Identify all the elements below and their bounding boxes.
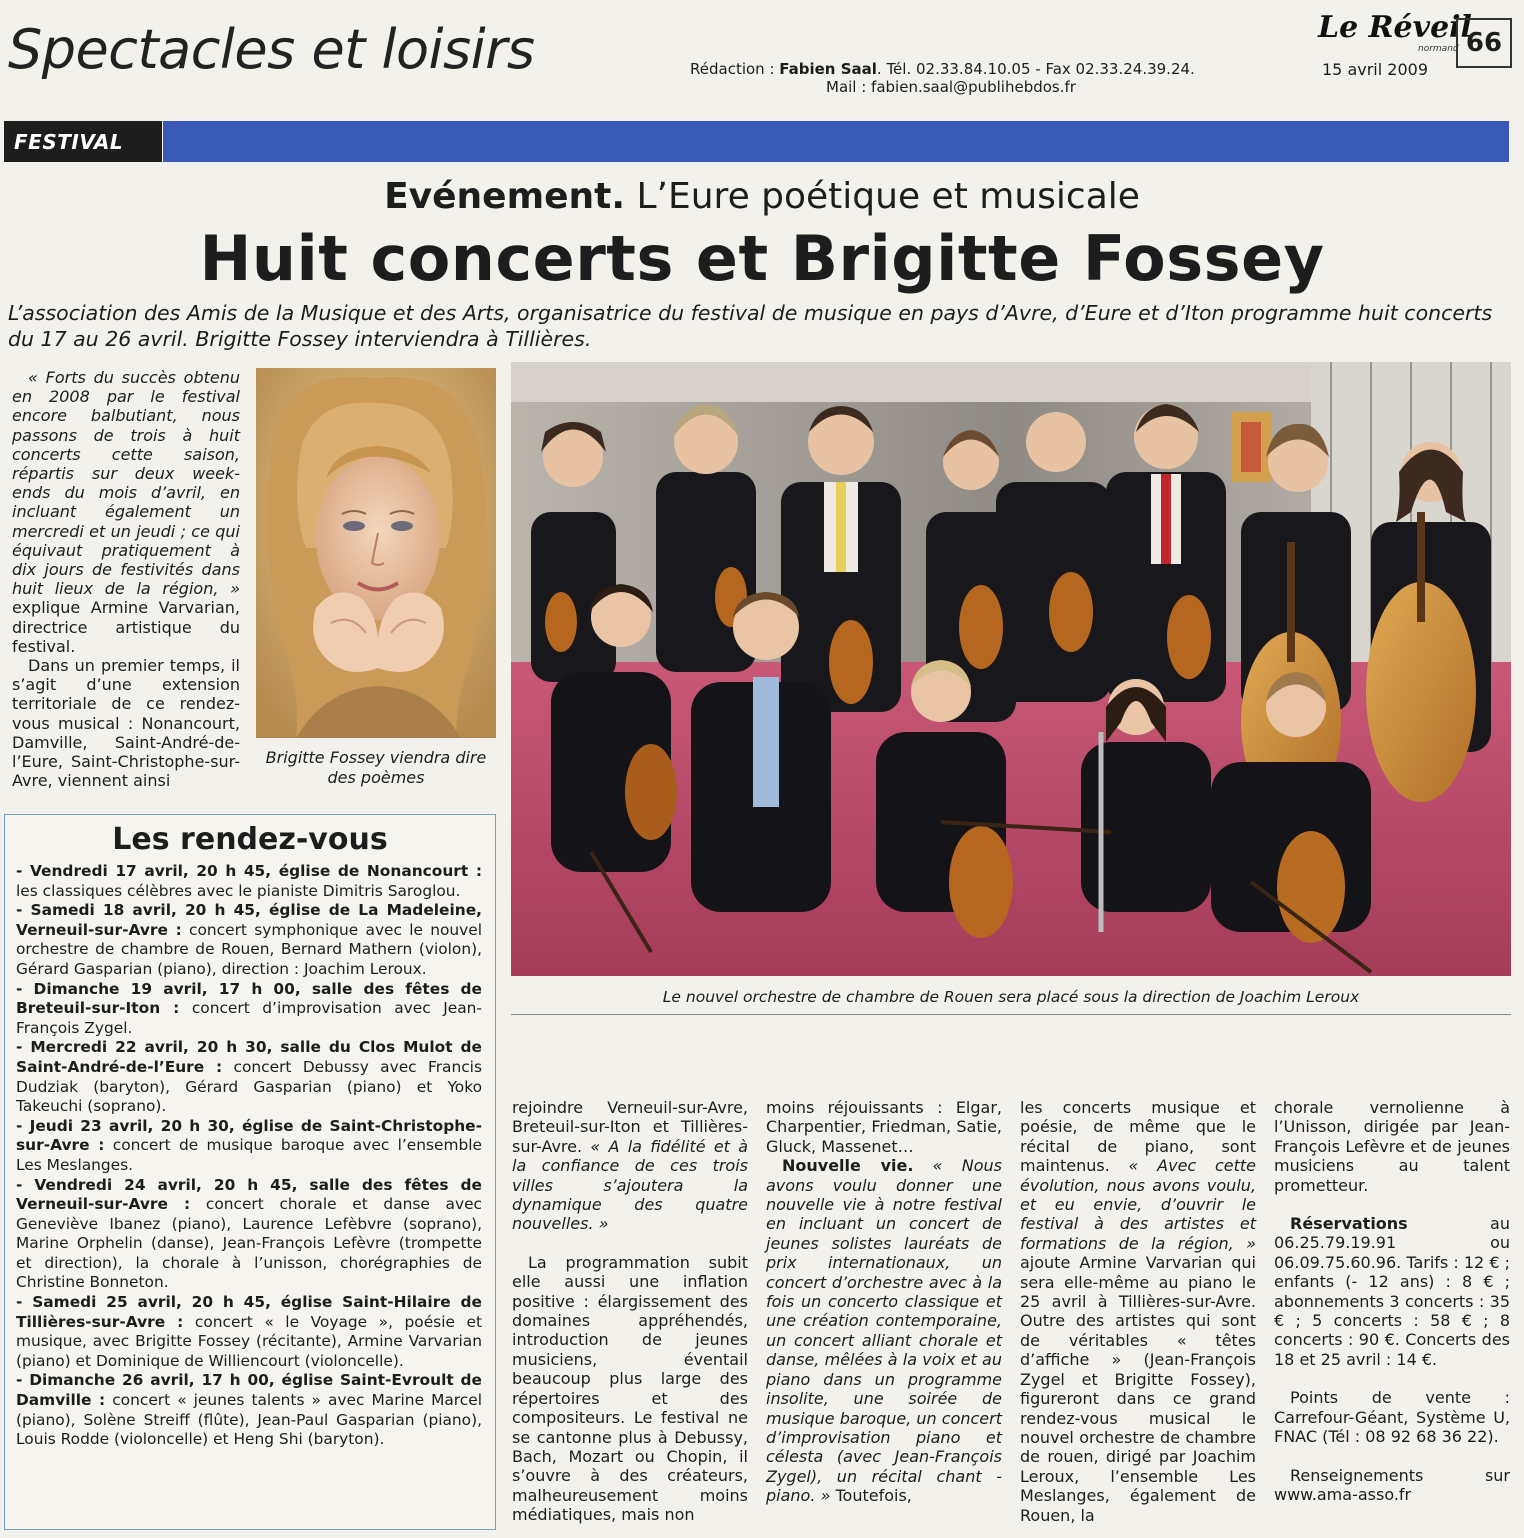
article-lede: L’association des Amis de la Musique et des Arts, organisatrice du festival de musique en pays d’Avre, d’Eure et d’Iton programme huit concerts du 17 au 26 avril. Brigitte Fossey interviendra à Tillières.	[8, 301, 1493, 351]
paragraph-text: ajoute Armine Varvarian qui sera elle-même au piano le 25 avril à Tillières-sur-Avre. Outre des artistes qui sont de véritables « têtes d’affiche » (Jean-François Zygel et Brigitte Fossey), figureront dans ce grand rendez-vous musical le nouvel orchestre de chambre de rouen, dirigé par Joachim Leroux, l’ensemble Les Meslanges, également de Rouen, la	[1020, 1253, 1256, 1525]
portrait-image	[256, 368, 496, 738]
article-column-2	[766, 1098, 1002, 1506]
newspaper-logo-subtitle: normand	[1418, 44, 1459, 54]
rendezvous-list	[16, 862, 482, 1450]
event-description: concert symphonique avec le nouvel orchestre de chambre de Rouen, Bernard Mathern (violon), Gérard Gasparian (piano), direction : Joachim Leroux.	[16, 920, 483, 978]
event-description: concert chorale et danse avec Geneviève Ibanez (piano), Laurence Lefèbvre (soprano), Marine Orphelin (danse), Jean-François Lefèvre (trompette et direction), la chorale à l’unisson, chorégraphies de Christine Bonneton.	[16, 1195, 482, 1292]
subheading: Nouvelle vie.	[782, 1156, 914, 1176]
event-heading: - Vendredi 17 avril, 20 h 45, église de Nonancourt :	[16, 862, 482, 880]
article-headline: Huit concerts et Brigitte Fossey	[199, 222, 1325, 295]
editorial-mail: Mail : fabien.saal@publihebdos.fr	[826, 78, 1076, 96]
list-item	[16, 1176, 482, 1294]
contact-phone-fax: . Tél. 02.33.84.10.05 - Fax 02.33.24.39.24.	[876, 60, 1195, 78]
article-kicker	[0, 176, 1524, 217]
section-title: Spectacles et loisirs	[8, 18, 535, 81]
subheading: Réservations	[1290, 1214, 1408, 1234]
intro-paragraph-2: Dans un premier temps, il s’agit d’une extension territoriale de ce rendez-vous musical : Nonancourt, Damville, Saint-André-de-l’Eure, Saint-Christophe-sur-Avre, viennent ainsi	[12, 656, 240, 791]
list-item	[16, 1117, 482, 1176]
event-description: concert « jeunes talents » avec Marine Marcel (piano), Solène Streiff (flûte), Jean-Paul Gasparian (piano), Louis Rodde (violoncelle) et Heng Shi (baryton).	[16, 1391, 482, 1449]
kicker-bold: Evénement.	[384, 176, 626, 217]
event-heading: - Mercredi 22 avril, 20 h 30, salle du Clos Mulot de Saint-André-de-l’Eure :	[16, 1038, 482, 1076]
kicker-text: L’Eure poétique et musicale	[625, 176, 1140, 217]
intro-column	[12, 368, 240, 790]
quote-text: « A la fidélité et à la confiance de ces trois villes s’ajoutera la dynamique des quatre nouvelles. »	[512, 1136, 749, 1234]
event-heading: - Dimanche 26 avril, 17 h 00, église Saint-Evroult de Damville :	[16, 1371, 482, 1410]
paragraph: moins réjouissants : Elgar, Charpentier, Friedman, Satie, Gluck, Massenet…	[766, 1098, 1002, 1156]
paragraph: chorale vernolienne à l’Unisson, dirigée par Jean-François Lefèvre et de jeunes musiciens au talent prometteur.	[1274, 1098, 1510, 1195]
article-column-4	[1274, 1098, 1510, 1504]
rubric-label: FESTIVAL	[4, 121, 162, 162]
paragraph	[512, 1098, 748, 1234]
paragraph	[1020, 1098, 1256, 1525]
reservations-paragraph	[1274, 1214, 1510, 1369]
list-item	[16, 1371, 482, 1449]
event-description: concert d’improvisation avec Jean-François Zygel.	[16, 999, 482, 1037]
paragraph-text: rejoindre Verneuil-sur-Avre, Breteuil-sur-Iton et Tillières-sur-Avre.	[512, 1098, 748, 1156]
newspaper-logo: Le Réveil	[1318, 10, 1472, 45]
event-description: concert de musique baroque avec l’ensemble Les Meslanges.	[16, 1136, 482, 1174]
list-item	[16, 980, 482, 1039]
group-photo-caption: Le nouvel orchestre de chambre de Rouen sera placé sous la direction de Joachim Leroux	[662, 988, 1360, 1006]
list-item	[16, 1293, 482, 1371]
event-heading: - Samedi 25 avril, 20 h 45, église Saint-Hilaire de Tillières-sur-Avre :	[16, 1293, 482, 1331]
intro-quote: « Forts du succès obtenu en 2008 par le festival encore balbutiant, nous passons de trois à huit concerts cette saison, répartis sur deux week-ends du mois d’avril, en incluant également un mercredi et un jeudi ; ce qui équivaut pratiquement à dix jours de festivités dans huit lieux de la région, »	[12, 368, 240, 599]
intro-paragraph-1	[12, 368, 240, 656]
article-column-1	[512, 1098, 748, 1525]
article-column-3	[1020, 1098, 1256, 1525]
quote-text: « Avec cette évolution, nous avons voulu, et eu envie, d’ouvrir le festival à des artistes et formations de la région, »	[1020, 1156, 1256, 1253]
contact-name: Fabien Saal	[779, 60, 877, 78]
paragraph-text: au 06.25.79.19.91 ou 06.09.75.60.96. Tarifs : 12 € ; enfants (- 12 ans) : 8 € ; abonnements 3 concerts : 35 € ; 5 concerts : 58 € ; 8 concerts : 90 €. Concerts des 18 et 25 avril : 14 €.	[1274, 1214, 1510, 1369]
group-photo-image	[511, 362, 1511, 976]
editorial-contact	[690, 60, 1195, 78]
list-item	[16, 901, 482, 979]
rubric-bar	[163, 121, 1509, 162]
contact-prefix: Rédaction :	[690, 60, 780, 78]
sales-points-paragraph: Points de vente : Carrefour-Géant, Système U, FNAC (Tél : 08 92 68 36 22).	[1274, 1388, 1510, 1447]
list-item	[16, 862, 482, 901]
page-number: 66	[1456, 18, 1512, 68]
event-heading: - Dimanche 19 avril, 17 h 00, salle des fêtes de Breteuil-sur-Iton :	[16, 979, 482, 1018]
paragraph: La programmation subit elle aussi une inflation positive : élargissement des domaines appréhendés, introduction de jeunes musiciens, éventail beaucoup plus large des répertoires et des compositeurs. Le festival ne se cantonne plus à Debussy, Bach, Mozart ou Chopin, il s’ouvre à des créateurs, malheureusement moins médiatiques, mais non	[512, 1252, 748, 1525]
issue-date: 15 avril 2009	[1322, 60, 1428, 79]
paragraph-text: Toutefois,	[830, 1486, 912, 1506]
event-heading: - Vendredi 24 avril, 20 h 45, salle des fêtes de Verneuil-sur-Avre :	[16, 1175, 482, 1214]
event-description: concert Debussy avec Francis Dudziak (baryton), Gérard Gasparian (piano) et Yoko Takeuchi (soprano).	[16, 1057, 482, 1116]
list-item	[16, 1038, 482, 1116]
event-description: concert « le Voyage », poésie et musique, avec Brigitte Fossey (récitante), Armine Varvarian (piano) et Dominique de Williencourt (violoncelle).	[16, 1312, 482, 1370]
event-heading: - Jeudi 23 avril, 20 h 30, église de Saint-Christophe-sur-Avre :	[16, 1116, 482, 1155]
quote-text: « Nous avons voulu donner une nouvelle vie à notre festival en incluant un concert de jeunes solistes lauréats de prix internationaux, un concert d’orchestre avec à la fois un concerto classique et une création contemporaine, un concert alliant chorale et danse, mêlées à la voix et au piano dans un programme insolite, une soirée de musique baroque, un concert d’improvisation piano et célesta (avec Jean-François Zygel), un récital chant - piano. »	[766, 1156, 1002, 1506]
paragraph-text: les concerts musique et poésie, de même que le récital de piano, sont maintenus.	[1020, 1098, 1256, 1176]
intro-attribution: explique Armine Varvarian, directrice artistique du festival.	[12, 598, 240, 656]
caption-divider	[511, 1014, 1511, 1015]
brigitte-fossey-photo	[256, 368, 496, 738]
info-paragraph: Renseignements sur www.ama-asso.fr	[1274, 1465, 1510, 1504]
event-description: les classiques célèbres avec le pianiste Dimitris Saroglou.	[16, 881, 461, 900]
orchestra-group-photo	[511, 362, 1511, 976]
rendezvous-title: Les rendez-vous	[112, 822, 388, 857]
portrait-caption: Brigitte Fossey viendra dire des poèmes	[265, 748, 487, 787]
event-heading: - Samedi 18 avril, 20 h 45, église de La Madeleine, Verneuil-sur-Avre :	[16, 901, 482, 939]
paragraph	[766, 1156, 1002, 1505]
